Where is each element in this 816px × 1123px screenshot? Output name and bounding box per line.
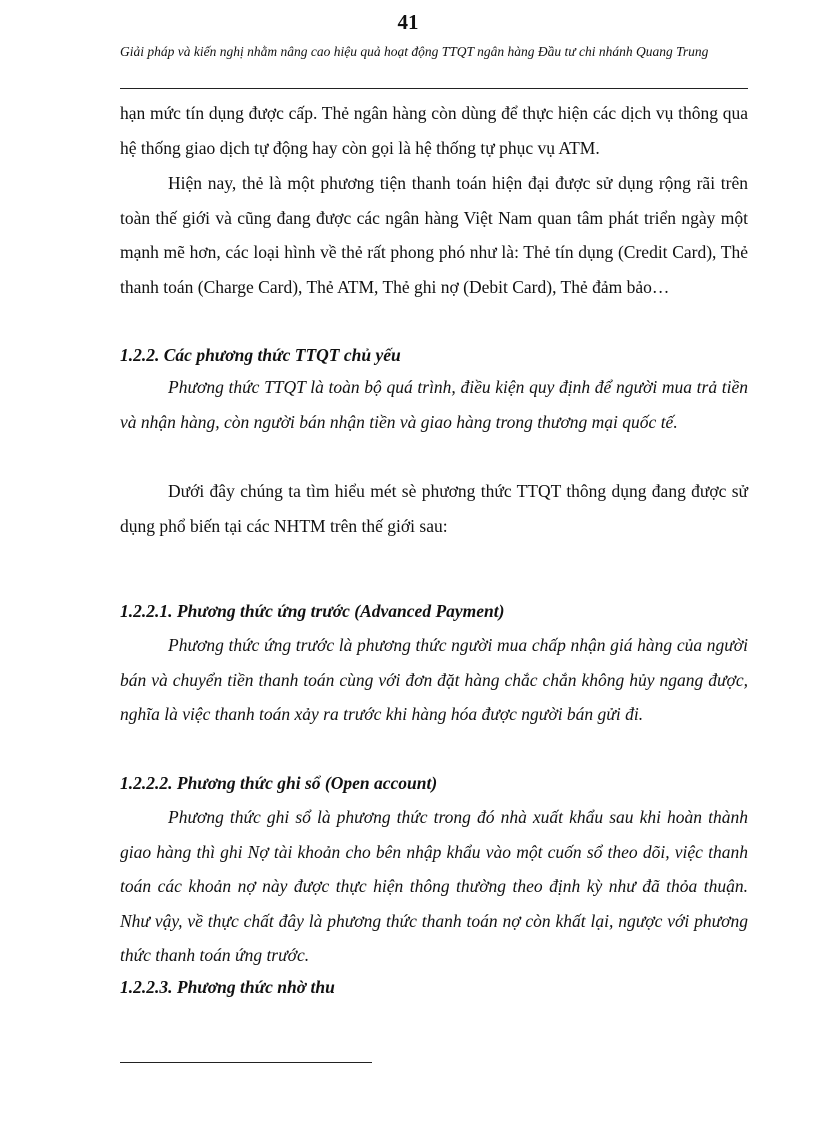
- paragraph-advanced-payment: Phương thức ứng trước là phương thức người mua chấp nhận giá hàng của người bán và chuyển tiền thanh toán cùng với đơn đặt hàng chắc chắn không hủy ngang được, nghĩa là việc thanh toán xảy ra trước khi hàng hóa được người bán gửi đi.: [120, 635, 748, 724]
- paragraph-card-services: hạn mức tín dụng được cấp. Thẻ ngân hàng còn dùng để thực hiện các dịch vụ thông qua hệ thống giao dịch tự động hay còn gọi là hệ thống tự phục vụ ATM.: [120, 103, 748, 158]
- paragraph-definition: Phương thức TTQT là toàn bộ quá trình, điều kiện quy định để người mua trả tiền và nhận hàng, còn người bán nhận tiền và giao hàng trong thương mại quốc tế.: [120, 377, 748, 432]
- paragraph-open-account: Phương thức ghi sổ là phương thức trong đó nhà xuất khẩu sau khi hoàn thành giao hàng thì ghi Nợ tài khoản cho bên nhập khẩu vào một cuốn sổ theo dõi, việc thanh toán các khoản nợ này được thực hiện thông thường theo định kỳ như đã thỏa thuận. Như vậy, về thực chất đây là phương thức thanh toán nợ còn khất lại, ngược với phương thức thanh toán ứng trước.: [120, 807, 748, 965]
- section-heading-open-account: 1.2.2.2. Phương thức ghi sổ (Open account): [120, 773, 438, 793]
- section-heading-collection: 1.2.2.3. Phương thức nhờ thu: [120, 977, 335, 997]
- footnote-rule: [120, 1062, 372, 1063]
- paragraph-intro: Dưới đây chúng ta tìm hiểu mét sè phương thức TTQT thông dụng đang được sử dụng phổ biến tại các NHTM trên thế giới sau:: [120, 481, 748, 536]
- section-heading-advanced-payment: 1.2.2.1. Phương thức ứng trước (Advanced Payment): [120, 601, 505, 621]
- header-rule: [120, 88, 748, 89]
- paragraph-card-types: Hiện nay, thẻ là một phương tiện thanh toán hiện đại được sử dụng rộng rãi trên toàn thế giới và cũng đang được các ngân hàng Việt Nam quan tâm phát triển ngày một mạnh mẽ hơn, các loại hình về thẻ rất phong phó như là: Thẻ tín dụng (Credit Card), Thẻ thanh toán (Charge Card), Thẻ ATM, Thẻ ghi nợ (Debit Card), Thẻ đảm bảo…: [120, 173, 748, 297]
- section-heading-payment-methods: 1.2.2. Các phương thức TTQT chủ yếu: [120, 345, 401, 365]
- page-number: 41: [397, 10, 419, 34]
- running-header: Giải pháp và kiến nghị nhằm nâng cao hiệu quả hoạt động TTQT ngân hàng Đầu tư chi nhánh Quang Trung: [120, 44, 709, 59]
